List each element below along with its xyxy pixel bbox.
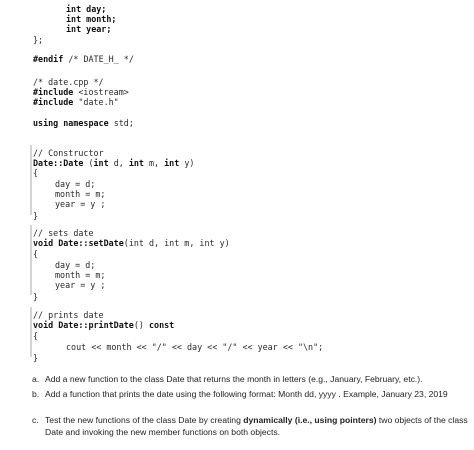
- code-line-ctor-assign-day: day = d;: [55, 179, 96, 189]
- code-line-struct-close: };: [33, 35, 44, 45]
- question-letter: b.: [32, 389, 40, 399]
- param-d: d,: [108, 158, 129, 168]
- endif-comment: /* DATE_H_ */: [68, 54, 134, 64]
- question-letter: a.: [32, 374, 40, 384]
- code-line-setdate-close-brace: }: [33, 292, 39, 302]
- namespace-name: std;: [113, 118, 134, 128]
- code-line-ctor-comment: // Constructor: [33, 148, 104, 158]
- code-line-int-day: int day;: [66, 4, 107, 14]
- question-item-a: [32, 374, 470, 386]
- code-gutter-bar: [30, 145, 32, 215]
- code-line-using-namespace: [33, 118, 134, 128]
- code-line-setdate-open-brace: {: [33, 249, 39, 259]
- code-line-int-month: int month;: [66, 14, 117, 24]
- param-m: m,: [143, 158, 165, 168]
- printdate-params: (): [133, 320, 149, 330]
- type-int: int: [164, 158, 180, 168]
- code-line-ctor-assign-month: month = m;: [55, 189, 106, 199]
- return-type-void: void: [33, 238, 54, 248]
- ctor-paren: (: [83, 158, 94, 168]
- include-target: <iostream>: [78, 87, 129, 97]
- code-line-ctor-assign-year: year = y ;: [55, 199, 106, 209]
- using-keyword: using namespace: [33, 118, 109, 128]
- code-line-cout: cout << month << "/" << day << "/" << year << "\n";: [66, 342, 324, 352]
- question-text-pre: Test the new functions of the class Date by creating: [45, 415, 244, 425]
- code-line-ctor-close-brace: }: [33, 211, 39, 221]
- include-keyword: #include: [33, 97, 74, 107]
- param-y: y): [179, 158, 195, 168]
- code-line-include-iostream: [33, 87, 129, 97]
- code-line-setdate-assign-month: month = m;: [55, 270, 106, 280]
- question-item-b: [32, 389, 470, 401]
- code-line-setdate-assign-year: year = y ;: [55, 280, 106, 290]
- setdate-params: (int d, int m, int y): [123, 238, 230, 248]
- code-line-include-date-h: [33, 97, 119, 107]
- code-line-printdate-close-brace: }: [33, 353, 39, 363]
- code-line-printdate-open-brace: {: [33, 331, 39, 341]
- question-item-c: [32, 415, 470, 438]
- code-line-file-comment: /* date.cpp */: [33, 77, 104, 87]
- code-gutter-bar: [30, 225, 32, 295]
- setdate-name: Date::setDate: [58, 238, 124, 248]
- return-type-void: void: [33, 320, 54, 330]
- code-line-ctor-open-brace: {: [33, 168, 39, 178]
- code-line-setdate-comment: // sets date: [33, 228, 94, 238]
- question-text: Add a new function to the class Date that returns the month in letters (e.g., January, February, etc.).: [45, 374, 423, 384]
- code-line-int-year: int year;: [66, 24, 112, 34]
- include-keyword: #include: [33, 87, 74, 97]
- code-line-printdate-signature: [33, 320, 174, 330]
- printdate-name: Date::printDate: [58, 320, 134, 330]
- code-line-endif: [33, 54, 134, 64]
- ctor-name: Date::Date: [33, 158, 84, 168]
- code-line-setdate-signature: [33, 238, 230, 248]
- question-letter: c.: [32, 415, 39, 425]
- question-text-emphasis: dynamically (i.e., using pointers): [243, 415, 377, 425]
- code-line-ctor-signature: [33, 158, 194, 168]
- endif-keyword: #endif: [33, 54, 64, 64]
- type-int: int: [93, 158, 109, 168]
- code-gutter-bar: [30, 307, 32, 357]
- question-text-post: two objects of the class Date and invoking the new member functions on both objects.: [45, 415, 468, 437]
- type-int: int: [128, 158, 144, 168]
- include-target: "date.h": [78, 97, 119, 107]
- question-text: Add a function that prints the date using the following format: Month dd, yyyy . Example, January 23, 2019: [45, 389, 448, 399]
- const-keyword: const: [149, 320, 175, 330]
- code-line-setdate-assign-day: day = d;: [55, 260, 96, 270]
- code-line-printdate-comment: // prints date: [33, 310, 104, 320]
